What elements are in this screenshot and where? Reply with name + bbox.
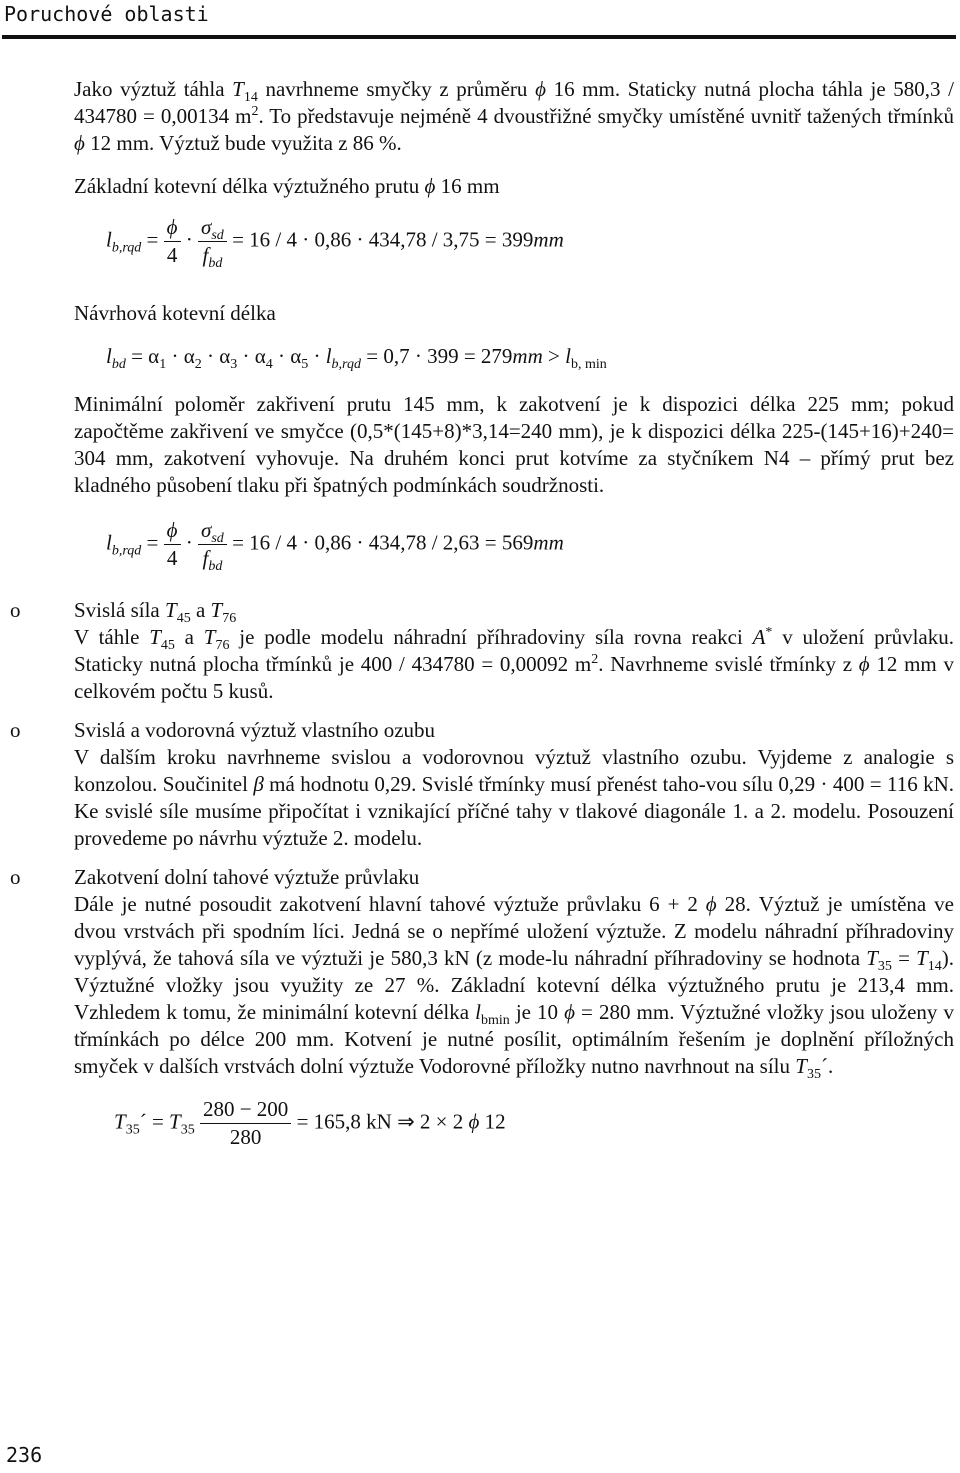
paragraph-design-anchorage: Návrhová kotevní délka bbox=[74, 301, 276, 325]
equation-t35-prime: $T_{35}´ = T_{35}$ $\frac{280 - 200}{280}$ = 165,8 kN ⇒ 2 × 2 ϕ 12 bbox=[114, 1097, 506, 1149]
equation-lb-rqd-2: $l_{b,rqd}$ = $\frac{\phi}{4}$ · $\frac{\sigma_{sd}}{f_{bd}}$ = 16 / 4 · 0,86 · 434,78 / 2,63 = 569mm bbox=[106, 518, 564, 575]
bullet-body: V táhle $T_{45}$ a $T_{76}$ je podle modelu náhradní příhradoviny síla rovna reakci A* v uložení průvlaku. Staticky nutná plocha třmínků je 400 / 434780 = 0,00092 $m^2$. Navrhneme svislé třmínky z ϕ 12 mm v celkovém počtu 5 kusů. bbox=[74, 625, 954, 703]
paragraph-reinforcement: Jako výztuž táhla $T_{14}$ navrhneme smyčky z průměru ϕ 16 mm. Staticky nutná plocha táhla je 580,3 / 434780 = 0,00134 $m^2$. To představuje nejméně 4 dvoustřižné smyčky umístěné uvnitř tažených třmínků ϕ 12 mm. Výztuž bude využita z 86 %. bbox=[74, 77, 954, 155]
fraction-280-200: $\frac{280 - 200}{280}$ bbox=[200, 1096, 291, 1151]
bullet-item-corbel bbox=[10, 717, 954, 852]
bullet-title: Svislá síla $T_{45}$ a $T_{76}$ bbox=[74, 598, 237, 627]
header-rule bbox=[2, 35, 956, 39]
page-body bbox=[10, 76, 955, 1166]
paragraph-basic-anchorage: Základní kotevní délka výztužného prutu ϕ 16 mm bbox=[74, 174, 500, 198]
bullet-item-anchorage bbox=[10, 864, 955, 1083]
header-title: Poruchové oblasti bbox=[4, 2, 209, 26]
fraction-sigma-over-f: $\frac{\sigma_{sd}}{f_{bd}}$ bbox=[198, 214, 227, 269]
bullet-marker: o bbox=[10, 718, 21, 742]
equation-lbd: $l_{bd} = \alpha_1 \cdot \alpha_2 \cdot \alpha_3 \cdot \alpha_4 \cdot \alpha_5 \cdot l_{b,rqd} = 0,7 \cdot 399 = 279mm > l_{b, min}$ bbox=[106, 344, 607, 373]
bullet-title: Svislá a vodorovná výztuž vlastního ozubu bbox=[74, 718, 436, 742]
bullet-item-vertical-force bbox=[10, 597, 954, 705]
page-number: 236 bbox=[6, 1443, 43, 1467]
paragraph-curvature: Minimální poloměr zakřivení prutu 145 mm, k zakotvení je k dispozici délka 225 mm; pokud započtěme zakřivení ve smyčce (0,5*(145+8)*3,14=240 mm), je k dispozici délka 225-(145+16)+240= 304 mm, zakotvení vyhovuje. Na druhém konci prut kotvíme za styčníkem N4 – přímý prut bez kladného působení tlaku při špatných podmínkách soudržnosti. bbox=[74, 392, 954, 497]
fraction-phi-over-4: $\frac{\phi}{4}$ bbox=[164, 214, 181, 269]
bullet-body: Dále je nutné posoudit zakotvení hlavní tahové výztuže průvlaku 6 + 2 ϕ 28. Výztuž je umístěna ve dvou vrstvách při spodním líci. Jedná se o nepřímé uložení výztuže. Z modelu náhradní příhradoviny vyplývá, že tahová síla ve výztuži je 580,3 kN (z mode-lu náhradní příhradoviny se hodnota $T_{35} = T_{14}$). Výztužné vložky jsou využity ze 27 %. Základní kotevní délka výztužného prutu je 213,4 mm. Vzhledem k tomu, že minimální kotevní délka $l_{bmin}$ je 10 ϕ = 280 mm. Výztužné vložky jsou uloženy v třmínkách po délce 200 mm. Kotvení je nutné posílit, optimálním řešením je doplnění příložných smyček v dalších vrstvách dolní výztuže Vodorovné příložky nutno navrhnout na sílu $T_{35}´$. bbox=[74, 892, 955, 1083]
bullet-marker: o bbox=[10, 598, 21, 622]
page-header bbox=[0, 0, 960, 36]
bullet-marker: o bbox=[10, 865, 21, 889]
equation-lb-rqd-1: $l_{b,rqd}$ = $\frac{\phi}{4}$ · $\frac{\sigma_{sd}}{f_{bd}}$ = 16 / 4 · 0,86 · 434,78 / 3,75 = 399mm bbox=[106, 215, 564, 272]
bullet-body: V dalším kroku navrhneme svislou a vodorovnou výztuž vlastního ozubu. Vyjdeme z analogie s konzolou. Součinitel β má hodnotu 0,29. Svislé třmínky musí přenést taho-vou sílu 0,29 · 400 = 116 kN. Ke svislé síle musíme připočítat i vznikající příčné tahy v tlakové diagonále 1. a 2. modelu. Posouzení provedeme po návrhu výztuže 2. modelu. bbox=[74, 745, 954, 850]
bullet-title: Zakotvení dolní tahové výztuže průvlaku bbox=[74, 865, 420, 889]
